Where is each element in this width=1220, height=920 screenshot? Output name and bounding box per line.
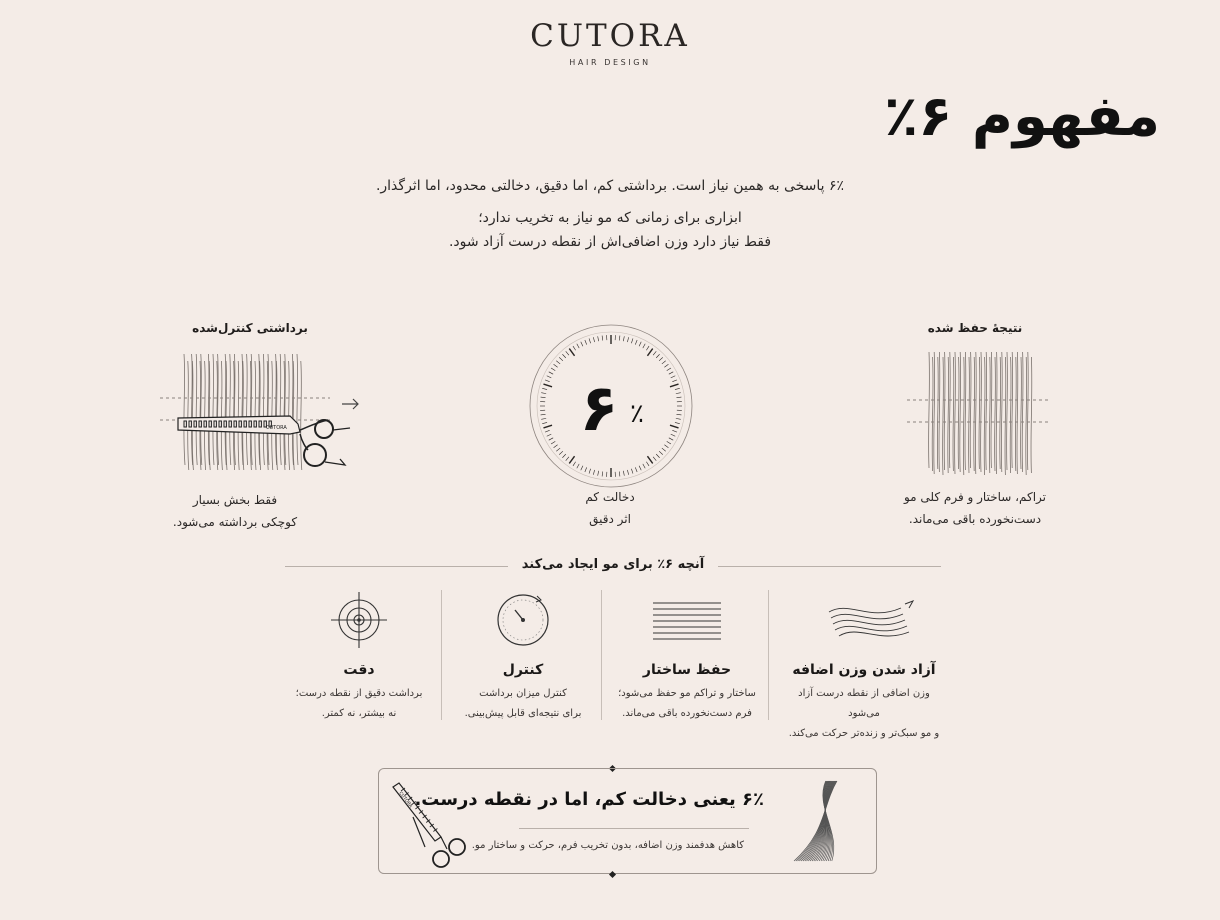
feature-precision [279,590,439,724]
six-percent-dial [527,322,695,490]
feature-title: آزاد شدن وزن اضافه [792,662,936,678]
feature-desc-line-2: نه بیشتر، نه کمتر. [321,708,397,719]
waves-icon [809,592,919,648]
left-caption-line-2: کوچکی برداشته می‌شود. [172,515,298,529]
feature-control [443,590,603,724]
feature-weight-release [784,590,944,744]
dial-icon [493,590,553,650]
crosshair-icon [329,590,389,650]
right-panel-title: نتیجهٔ حفظ شده [927,321,1023,335]
feature-title: حفظ ساختار [642,662,732,678]
feature-desc-line-1: کنترل میزان برداشت [479,688,567,699]
feature-desc-line-2: فرم دست‌نخورده باقی می‌ماند. [622,708,752,719]
brand-tagline: HAIR DESIGN [569,58,651,67]
svg-text:CUTORA: CUTORA [266,425,287,431]
feature-desc-line-1: وزن اضافی از نقطه درست آزاد می‌شود [798,688,930,719]
dial-percent-sign: ٪ [630,399,644,429]
intro-text [0,174,1220,254]
center-caption-line-2: اثر دقیق [589,512,631,526]
banner-divider [519,828,749,829]
left-panel-caption [150,489,320,533]
controlled-removal-illustration [150,350,370,480]
banner-headline: ۶٪ یعنی دخالت کم، اما در نقطه درست. [414,789,764,810]
brand-logo: CUTORA [530,18,690,54]
right-caption-line-2: دست‌نخورده باقی می‌ماند. [908,512,1042,526]
feature-title: کنترل [502,662,544,678]
features-heading [285,557,941,573]
parallel-lines-icon [647,595,727,645]
scissors-icon [385,777,481,869]
right-caption-line-1: تراکم، ساختار و فرم کلی مو [903,490,1047,504]
center-caption-line-1: دخالت کم [585,490,635,504]
feature-desc-line-1: ساختار و تراکم مو حفظ می‌شود؛ [618,688,756,699]
center-panel-caption [540,486,680,530]
right-panel-caption [890,486,1060,530]
left-caption-line-1: فقط بخش بسیار [192,493,278,507]
intro-line-2: ابزاری برای زمانی که مو نیاز به تخریب ندارد؛ [478,210,742,226]
feature-desc-line-2: و مو سبک‌تر و زنده‌تر حرکت می‌کند. [788,728,940,739]
intro-line-1: ۶٪ پاسخی به همین نیاز است. برداشتی کم، اما دقیق، دخالتی محدود، اما اثرگذار. [375,178,845,194]
feature-title: دقت [343,662,375,678]
brand-header [0,18,1220,67]
dial-number: ۶ [579,372,619,446]
feature-desc-line-1: برداشت دقیق از نقطه درست؛ [295,688,423,699]
feature-divider [441,590,442,720]
left-panel-title: برداشتی کنترل‌شده [192,321,308,335]
feature-divider [768,590,769,720]
feature-desc-line-2: برای نتیجه‌ای قابل پیش‌بینی. [464,708,582,719]
arrow-right-icon [342,399,358,409]
summary-banner [378,768,877,874]
page-title: مفهوم ۶٪ [884,84,1160,149]
banner-subtext: کاهش هدفمند وزن اضافه، بدون تخریب فرم، حرکت و ساختار مو. [471,840,744,851]
preserved-hair-illustration [905,350,1055,480]
hair-strand-icon [782,777,852,865]
feature-structure [607,590,767,724]
intro-line-3: فقط نیاز دارد وزن اضافی‌اش از نقطه درست آزاد شود. [448,234,772,250]
features-heading-text: آنچه ۶٪ برای مو ایجاد می‌کند [508,557,718,572]
svg-text:CUTORA: CUTORA [397,791,413,810]
